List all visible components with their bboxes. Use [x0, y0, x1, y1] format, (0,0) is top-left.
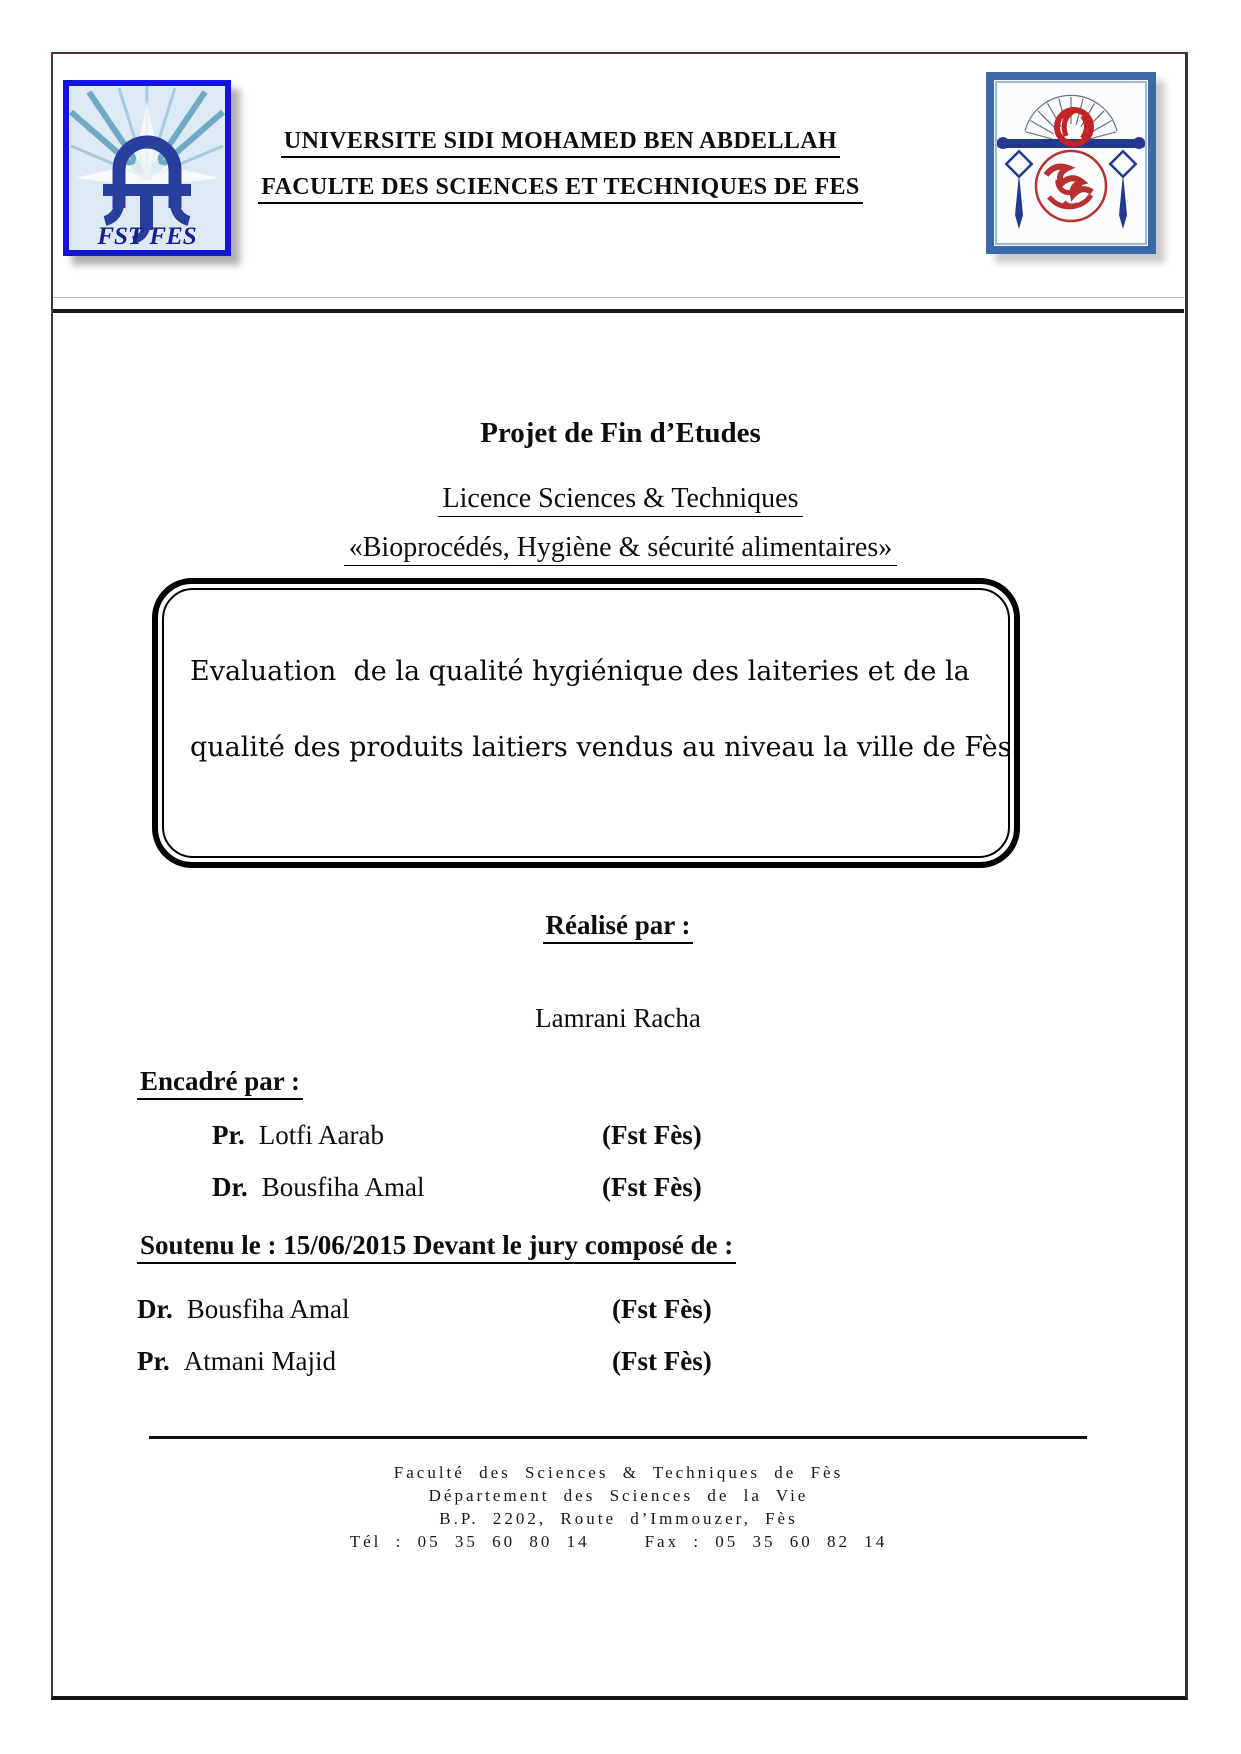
jury-list	[137, 1294, 937, 1398]
supervisor-row	[137, 1172, 917, 1224]
university-name: UNIVERSITE SIDI MOHAMED BEN ABDELLAH	[238, 128, 883, 155]
supervisor-title: Pr.	[212, 1120, 245, 1150]
jury-row	[137, 1346, 937, 1398]
footer-faculty: Faculté des Sciences & Techniques de Fès	[393, 1463, 844, 1482]
jury-title: Dr.	[137, 1294, 173, 1324]
usmba-seal-logo	[986, 72, 1156, 254]
supervisor-name: Lotfi Aarab	[258, 1120, 384, 1150]
fst-fes-logo	[63, 80, 231, 256]
footer-address	[53, 1461, 1184, 1553]
footer-street: B.P. 2202, Route d’Immouzer, Fès	[439, 1509, 798, 1528]
realisation-section	[93, 910, 1143, 1034]
jury-name: Atmani Majid	[183, 1346, 336, 1376]
thesis-title-box	[152, 578, 1020, 868]
fst-fes-caption: FST FES	[97, 223, 197, 250]
header-separator-thin	[53, 297, 1184, 298]
degree-block	[73, 474, 1168, 572]
footer-tel: Tél : 05 35 60 80 14	[349, 1532, 590, 1551]
degree-name: Licence Sciences & Techniques	[73, 474, 1168, 523]
usmba-seal-graphic	[994, 80, 1148, 246]
page-border-frame	[51, 52, 1188, 1700]
thesis-title	[162, 588, 1010, 858]
supervisor-title: Dr.	[212, 1172, 248, 1202]
footer-contacts	[53, 1530, 1184, 1553]
footer-fax: Fax : 05 35 60 82 14	[644, 1532, 888, 1551]
fst-fes-logo-graphic	[69, 86, 225, 250]
supervision-label: Encadré par :	[137, 1066, 303, 1097]
header-institution	[238, 128, 883, 220]
jury-name: Bousfiha Amal	[186, 1294, 350, 1324]
defense-label: Soutenu le : 15/06/2015 Devant le jury composé de :	[137, 1230, 736, 1261]
project-type-title: Projet de Fin d’Etudes	[480, 417, 761, 449]
supervisor-affiliation: (Fst Fès)	[602, 1120, 702, 1150]
footer-rule	[149, 1436, 1087, 1439]
thesis-title-line1: Evaluation de la qualité hygiénique des laiteries et de la	[190, 656, 970, 687]
jury-row	[137, 1294, 937, 1346]
jury-title: Pr.	[137, 1346, 170, 1376]
footer-department: Département des Sciences de la Vie	[428, 1486, 809, 1505]
supervisors-list	[137, 1120, 917, 1224]
supervisor-affiliation: (Fst Fès)	[602, 1172, 702, 1202]
specialty-name: «Bioprocédés, Hygiène & sécurité alimentaires»	[73, 523, 1168, 572]
jury-affiliation: (Fst Fès)	[612, 1346, 712, 1376]
header-separator-thick	[53, 309, 1184, 313]
thesis-title-line2: qualité des produits laitiers vendus au niveau la ville de Fès	[190, 732, 1012, 763]
supervisor-name: Bousfiha Amal	[261, 1172, 425, 1202]
realisation-label: Réalisé par :	[543, 910, 694, 944]
author-name: Lamrani Racha	[535, 1003, 701, 1033]
faculty-name: FACULTE DES SCIENCES ET TECHNIQUES DE FES	[238, 174, 883, 201]
jury-affiliation: (Fst Fès)	[612, 1294, 712, 1324]
supervisor-row	[137, 1120, 917, 1172]
